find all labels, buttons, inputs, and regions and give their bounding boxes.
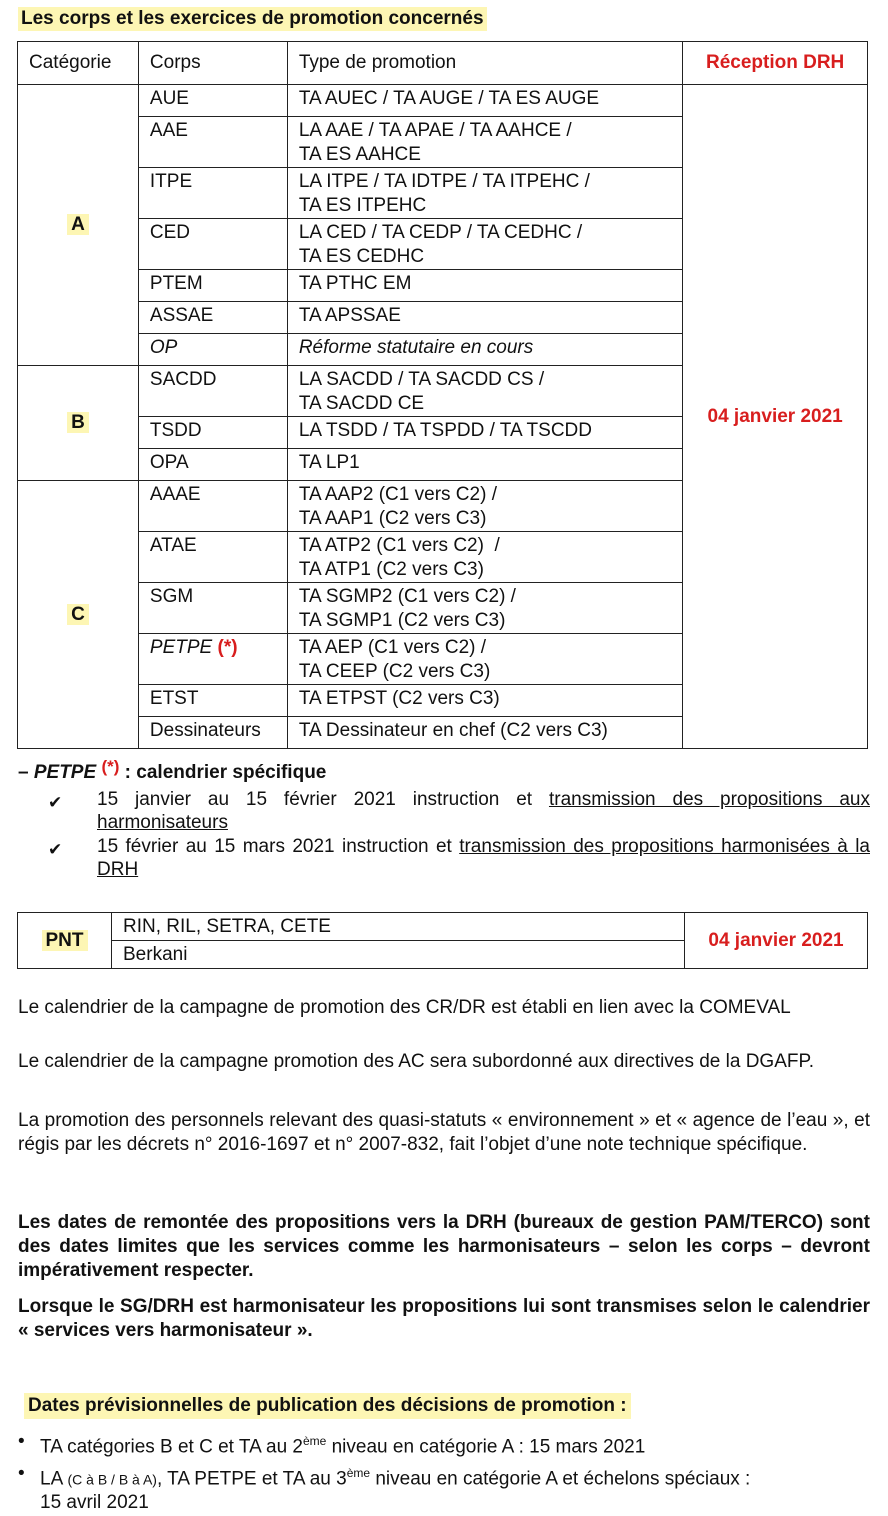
petpe-heading: – PETPE (*) : calendrier spécifique bbox=[18, 757, 327, 783]
checkmark-icon: ✔ bbox=[48, 793, 63, 812]
type-cell: TA APSSAE bbox=[287, 302, 682, 334]
corps-cell: ASSAE bbox=[138, 302, 287, 334]
pnt-date: 04 janvier 2021 bbox=[685, 913, 868, 969]
table-header-row bbox=[18, 42, 868, 85]
section-title: Les corps et les exercices de promotion concernés bbox=[18, 7, 487, 31]
pnt-label: PNT bbox=[42, 930, 88, 951]
type-cell: LA TSDD / TA TSPDD / TA TSCDD bbox=[287, 417, 682, 449]
corps-cell: AAE bbox=[138, 117, 287, 168]
type-cell: Réforme statutaire en cours bbox=[287, 334, 682, 366]
corps-cell: Dessinateurs bbox=[138, 717, 287, 749]
corps-cell: AAAE bbox=[138, 481, 287, 532]
list-item: ✔ 15 janvier au 15 février 2021 instruction et transmission des propositions aux harmonisateurs bbox=[48, 789, 870, 833]
reception-date: 04 janvier 2021 bbox=[683, 85, 868, 749]
checkmark-icon: ✔ bbox=[48, 840, 63, 859]
corps-cell-petpe: PETPE (*) bbox=[138, 634, 287, 685]
corps-cell: ETST bbox=[138, 685, 287, 717]
corps-cell: ATAE bbox=[138, 532, 287, 583]
header-type: Type de promotion bbox=[287, 42, 682, 85]
type-cell: LA SACDD / TA SACDD CS / TA SACDD CE bbox=[287, 366, 682, 417]
dates-section-title: Dates prévisionnelles de publication des décisions de promotion : bbox=[24, 1393, 631, 1419]
pnt-table bbox=[17, 912, 868, 969]
promotion-table bbox=[17, 41, 868, 749]
corps-cell: CED bbox=[138, 219, 287, 270]
category-b-cell bbox=[18, 366, 139, 481]
corps-cell: AUE bbox=[138, 85, 287, 117]
category-c-label: C bbox=[67, 604, 89, 625]
type-cell: LA AAE / TA APAE / TA AAHCE / TA ES AAHCE bbox=[287, 117, 682, 168]
category-b-label: B bbox=[67, 412, 89, 433]
asterisk-note: (*) bbox=[217, 637, 238, 658]
corps-cell: OPA bbox=[138, 449, 287, 481]
corps-cell: PTEM bbox=[138, 270, 287, 302]
type-cell: TA PTHC EM bbox=[287, 270, 682, 302]
list-item: ✔ 15 février au 15 mars 2021 instruction et transmission des propositions harmonisées à la DRH bbox=[48, 836, 870, 880]
bullet-icon: • bbox=[18, 1463, 25, 1484]
asterisk-note: (*) bbox=[101, 757, 120, 776]
category-a-label: A bbox=[67, 214, 89, 235]
pnt-row-cell: RIN, RIL, SETRA, CETE bbox=[112, 913, 685, 941]
type-cell: TA AUEC / TA AUGE / TA ES AUGE bbox=[287, 85, 682, 117]
paragraph-quasi-statuts: La promotion des personnels relevant des quasi-statuts « environnement » et « agence de l’eau », et régis par les décrets n° 2016-1697 et n° 2007-832, fait l’objet d’une note technique spécifique. bbox=[18, 1110, 870, 1155]
type-cell: TA ETPST (C2 vers C3) bbox=[287, 685, 682, 717]
corps-cell: TSDD bbox=[138, 417, 287, 449]
type-cell: TA Dessinateur en chef (C2 vers C3) bbox=[287, 717, 682, 749]
pnt-row-cell: Berkani bbox=[112, 941, 685, 969]
type-cell: TA SGMP2 (C1 vers C2) / TA SGMP1 (C2 vers C3) bbox=[287, 583, 682, 634]
table-row bbox=[18, 85, 868, 117]
category-c-cell bbox=[18, 481, 139, 749]
bullet-icon: • bbox=[18, 1431, 25, 1452]
type-cell: LA ITPE / TA IDTPE / TA ITPEHC / TA ES ITPEHC bbox=[287, 168, 682, 219]
header-reception-drh: Réception DRH bbox=[683, 42, 868, 85]
table-row bbox=[18, 913, 868, 941]
corps-cell: SGM bbox=[138, 583, 287, 634]
petpe-note bbox=[18, 752, 870, 882]
header-corps: Corps bbox=[138, 42, 287, 85]
corps-cell: ITPE bbox=[138, 168, 287, 219]
header-categorie: Catégorie bbox=[18, 42, 139, 85]
paragraph-dates-limites: Les dates de remontée des propositions vers la DRH (bureaux de gestion PAM/TERCO) sont des dates limites que les services comme les harmonisateurs – selon les corps – devront impérativement respecter. bbox=[18, 1212, 870, 1281]
type-cell: LA CED / TA CEDP / TA CEDHC / TA ES CEDHC bbox=[287, 219, 682, 270]
category-a-cell bbox=[18, 85, 139, 366]
type-cell: TA ATP2 (C1 vers C2) / TA ATP1 (C2 vers C3) bbox=[287, 532, 682, 583]
paragraph-crdr: Le calendrier de la campagne de promotion des CR/DR est établi en lien avec la COMEVAL bbox=[18, 997, 791, 1018]
type-cell: TA LP1 bbox=[287, 449, 682, 481]
corps-cell: OP bbox=[138, 334, 287, 366]
type-cell: TA AEP (C1 vers C2) / TA CEEP (C2 vers C3) bbox=[287, 634, 682, 685]
list-item: • LA (C à B / B à A), TA PETPE et TA au 3ème niveau en catégorie A et échelons spéciaux : 15 avril 2021 bbox=[18, 1463, 751, 1514]
paragraph-sg-drh: Lorsque le SG/DRH est harmonisateur les propositions lui sont transmises selon le calendrier « services vers harmonisateur ». bbox=[18, 1296, 870, 1341]
list-item: • TA catégories B et C et TA au 2ème niveau en catégorie A : 15 mars 2021 bbox=[18, 1431, 646, 1458]
corps-cell: SACDD bbox=[138, 366, 287, 417]
pnt-cell bbox=[18, 913, 112, 969]
type-cell: TA AAP2 (C1 vers C2) / TA AAP1 (C2 vers C3) bbox=[287, 481, 682, 532]
paragraph-ac: Le calendrier de la campagne promotion des AC sera subordonné aux directives de la DGAFP. bbox=[18, 1051, 814, 1072]
